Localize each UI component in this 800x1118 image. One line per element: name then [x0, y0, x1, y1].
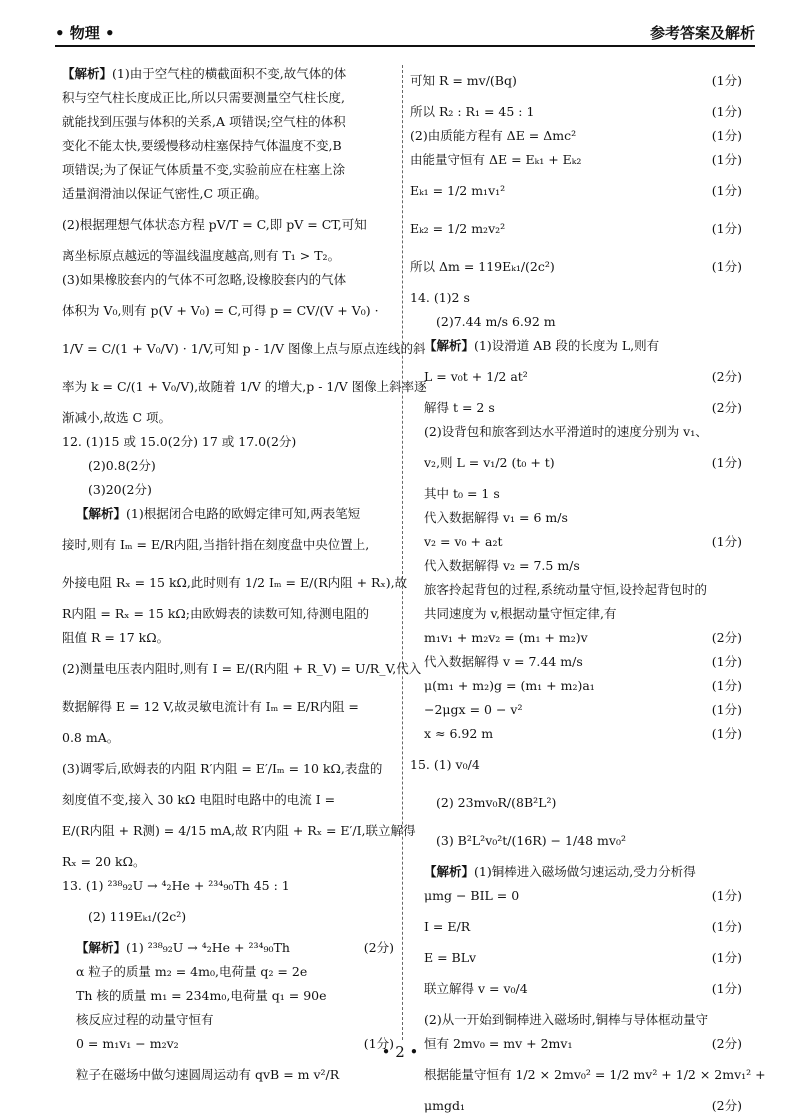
line-text: (2)设背包和旅客到达水平滑道时的速度分别为 v₁、: [424, 424, 708, 439]
text-line: [62, 134, 394, 158]
text-line: [62, 478, 394, 502]
text-line: [410, 444, 742, 482]
subject-label: • 物理 •: [55, 24, 115, 42]
text-line: [62, 602, 394, 626]
line-text: E/(R内阻 + R测) = 4/15 mA,故 R′内阻 + Rₓ = E′/I,联立解得: [62, 823, 416, 838]
text-line: [62, 564, 408, 602]
text-line: [410, 310, 742, 334]
text-line: [62, 454, 394, 478]
line-text: m₁v₁ + m₂v₂ = (m₁ + m₂)v: [424, 630, 588, 645]
score-label: (2分): [711, 1036, 742, 1051]
text-line: [410, 554, 742, 578]
line-text: v₂ = v₀ + a₂t: [424, 534, 503, 549]
score-label: (1分): [711, 702, 742, 717]
text-line: [410, 784, 742, 822]
score-label: (1分): [711, 259, 742, 274]
text-line: [410, 62, 742, 100]
text-line: [410, 1056, 766, 1094]
line-text: 14. (1)2 s: [410, 290, 470, 305]
line-text: E = BLv: [424, 950, 477, 965]
text-line: [410, 884, 742, 908]
text-line: [62, 158, 394, 182]
line-text: 15. (1) v₀/4: [410, 757, 480, 772]
text-line: [62, 874, 394, 898]
text-line: [62, 526, 394, 564]
line-text: 0 = m₁v₁ − m₂v₂: [76, 1036, 179, 1051]
text-line: [410, 908, 742, 946]
text-line: [62, 1008, 394, 1032]
line-text: μ(m₁ + m₂)g = (m₁ + m₂)a₁: [424, 678, 595, 693]
text-line: [62, 936, 394, 960]
text-line: [410, 506, 742, 530]
line-text: (2) 23mv₀R/(8B²L²): [436, 795, 557, 810]
line-text: Eₖ₁ = 1/2 m₁v₁²: [410, 183, 506, 198]
line-text: 可知 R = mv/(Bq): [410, 73, 517, 88]
score-label: (1分): [711, 678, 742, 693]
text-line: [62, 268, 394, 292]
line-text: 13. (1) ²³⁸₉₂U → ⁴₂He + ²³⁴₉₀Th 45 : 1: [62, 878, 290, 893]
text-line: [62, 502, 394, 526]
text-line: [62, 626, 394, 650]
score-label: (2分): [711, 630, 742, 645]
text-line: [410, 358, 742, 396]
score-label: (1分): [711, 888, 742, 903]
score-label: (1分): [711, 981, 742, 996]
text-line: [62, 1056, 394, 1094]
line-text: 由能量守恒有 ΔE = Eₖ₁ + Eₖ₂: [410, 152, 582, 167]
left-column: [62, 62, 427, 1094]
line-text: (2)由质能方程有 ΔE = Δmc²: [410, 128, 577, 143]
header-rule: [55, 45, 755, 47]
line-text: 代入数据解得 v = 7.44 m/s: [424, 654, 583, 669]
text-line: [62, 292, 394, 330]
text-line: [410, 286, 742, 310]
text-line: [410, 1094, 742, 1118]
line-text: 解得 t = 2 s: [424, 400, 495, 415]
score-label: (1分): [711, 183, 742, 198]
line-text: −2μgx = 0 − v²: [424, 702, 523, 717]
score-label: (2分): [711, 1098, 742, 1113]
line-text: 恒有 2mv₀ = mv + 2mv₁: [424, 1036, 573, 1051]
line-text: 【解析】(1)设滑道 AB 段的长度为 L,则有: [424, 338, 660, 353]
score-label: (1分): [711, 221, 742, 236]
score-label: (2分): [711, 400, 742, 415]
column-divider: [402, 65, 403, 1040]
answer-title: 参考答案及解析: [649, 24, 755, 42]
text-line: [62, 62, 394, 86]
text-line: [410, 578, 742, 602]
text-line: [410, 822, 742, 860]
text-line: [62, 898, 394, 936]
line-text: 共同速度为 v,根据动量守恒定律,有: [424, 606, 617, 621]
text-line: [410, 946, 742, 970]
score-label: (1分): [363, 1036, 394, 1051]
line-text: μmg − BIL = 0: [424, 888, 520, 903]
line-text: 所以 Δm = 119Eₖ₁/(2c²): [410, 259, 555, 274]
line-text: 阻值 R = 17 kΩ。: [62, 630, 170, 645]
line-text: (3)20(2分): [88, 482, 152, 497]
line-text: (3) B²L²v₀²t/(16R) − 1/48 mv₀²: [436, 833, 626, 848]
line-text: 1/V = C/(1 + V₀/V) · 1/V,可知 p - 1/V 图像上点与原点连线的斜: [62, 341, 426, 356]
right-column: [410, 62, 766, 1118]
line-text: Th 核的质量 m₁ = 234m₀,电荷量 q₁ = 90e: [76, 988, 327, 1003]
text-line: [62, 206, 394, 244]
line-text: R内阻 = Rₓ = 15 kΩ;由欧姆表的读数可知,待测电阻的: [62, 606, 369, 621]
line-text: μmgd₁: [424, 1098, 465, 1113]
text-line: [410, 650, 742, 674]
line-text: (3)调零后,欧姆表的内阻 R′内阻 = E′/Iₘ = 10 kΩ,表盘的: [62, 761, 383, 776]
line-text: 核反应过程的动量守恒有: [76, 1012, 214, 1027]
line-text: 代入数据解得 v₂ = 7.5 m/s: [424, 558, 580, 573]
line-text: 旅客拎起背包的过程,系统动量守恒,设拎起背包时的: [424, 582, 707, 597]
text-line: [410, 746, 742, 784]
score-label: (2分): [711, 369, 742, 384]
text-line: [410, 148, 742, 172]
line-text: 外接电阻 Rₓ = 15 kΩ,此时则有 1/2 Iₘ = E/(R内阻 + Rₓ),故: [62, 575, 408, 590]
score-label: (1分): [711, 152, 742, 167]
text-line: [410, 396, 742, 420]
line-text: 【解析】(1)根据闭合电路的欧姆定律可知,两表笔短: [76, 506, 361, 521]
score-label: (1分): [711, 919, 742, 934]
line-text: (2)测量电压表内阻时,则有 I = E/(R内阻 + R_V) = U/R_V,代入: [62, 661, 422, 676]
text-line: [62, 726, 394, 750]
score-label: (2分): [363, 940, 394, 955]
line-text: 项错误;为了保证气体质量不变,实验前应在柱塞上涂: [62, 162, 346, 177]
text-line: [410, 860, 742, 884]
line-text: 代入数据解得 v₁ = 6 m/s: [424, 510, 568, 525]
line-text: 粒子在磁场中做匀速圆周运动有 qvB = m v²/R: [76, 1067, 340, 1082]
score-label: (1分): [711, 104, 742, 119]
text-line: [410, 626, 742, 650]
text-line: [62, 244, 394, 268]
text-line: [410, 172, 742, 210]
score-label: (1分): [711, 73, 742, 88]
page-header: [55, 18, 755, 48]
text-line: [410, 530, 742, 554]
line-text: (3)如果橡胶套内的气体不可忽略,设橡胶套内的气体: [62, 272, 347, 287]
text-line: [62, 430, 394, 454]
line-text: 所以 R₂ : R₁ = 45 : 1: [410, 104, 535, 119]
text-line: [62, 960, 394, 984]
text-line: [62, 330, 426, 368]
score-label: (1分): [711, 654, 742, 669]
line-text: (2)从一开始到铜棒进入磁场时,铜棒与导体框动量守: [424, 1012, 709, 1027]
text-line: [410, 482, 742, 506]
line-text: 根据能量守恒有 1/2 × 2mv₀² = 1/2 mv² + 1/2 × 2mv₁² +: [424, 1067, 766, 1082]
text-line: [410, 210, 742, 248]
line-text: 12. (1)15 或 15.0(2分) 17 或 17.0(2分): [62, 434, 297, 449]
text-line: [62, 182, 394, 206]
text-line: [410, 602, 742, 626]
score-label: (1分): [711, 455, 742, 470]
line-text: 就能找到压强与体积的关系,A 项错误;空气柱的体积: [62, 114, 346, 129]
line-text: 离坐标原点越远的等温线温度越高,则有 T₁ > T₂。: [62, 248, 341, 263]
line-text: Eₖ₂ = 1/2 m₂v₂²: [410, 221, 506, 236]
score-label: (1分): [711, 726, 742, 741]
line-text: I = E/R: [424, 919, 471, 934]
line-text: x ≈ 6.92 m: [424, 726, 494, 741]
text-line: [410, 334, 742, 358]
line-text: 【解析】(1)铜棒进入磁场做匀速运动,受力分析得: [424, 864, 696, 879]
text-line: [62, 984, 394, 1008]
text-line: [62, 850, 394, 874]
text-line: [62, 368, 427, 406]
text-line: [410, 674, 742, 698]
text-line: [410, 698, 742, 722]
text-line: [62, 750, 394, 788]
text-line: [410, 970, 742, 1008]
text-line: [62, 688, 394, 726]
score-label: (1分): [711, 534, 742, 549]
line-text: (2)根据理想气体状态方程 pV/T = C,即 pV = CT,可知: [62, 217, 367, 232]
line-text: 【解析】(1)由于空气柱的横截面积不变,故气体的体: [62, 66, 347, 81]
line-text: (2)7.44 m/s 6.92 m: [436, 314, 556, 329]
text-line: [62, 110, 394, 134]
text-line: [62, 86, 394, 110]
score-label: (1分): [711, 950, 742, 965]
text-line: [62, 406, 394, 430]
page-number: • 2 •: [381, 1043, 419, 1061]
score-label: (1分): [711, 128, 742, 143]
line-text: 刻度值不变,接入 30 kΩ 电阻时电路中的电流 I =: [62, 792, 336, 807]
line-text: 0.8 mA。: [62, 730, 120, 745]
text-line: [62, 788, 394, 812]
line-text: (2)0.8(2分): [88, 458, 156, 473]
text-line: [410, 100, 742, 124]
line-text: 积与空气柱长度成正比,所以只需要测量空气柱长度,: [62, 90, 345, 105]
line-text: 率为 k = C/(1 + V₀/V),故随着 1/V 的增大,p - 1/V 图像上斜率逐: [62, 379, 427, 394]
text-line: [410, 1008, 742, 1032]
line-text: 数据解得 E = 12 V,故灵敏电流计有 Iₘ = E/R内阻 =: [62, 699, 359, 714]
line-text: α 粒子的质量 m₂ = 4m₀,电荷量 q₂ = 2e: [76, 964, 308, 979]
text-line: [410, 722, 742, 746]
text-line: [410, 420, 742, 444]
line-text: 联立解得 v = v₀/4: [424, 981, 528, 996]
line-text: (2) 119Eₖ₁/(2c²): [88, 909, 187, 924]
line-text: v₂,则 L = v₁/2 (t₀ + t): [424, 455, 555, 470]
text-line: [410, 124, 742, 148]
text-line: [62, 650, 422, 688]
line-text: Rₓ = 20 kΩ。: [62, 854, 146, 869]
text-line: [410, 248, 742, 286]
line-text: 体积为 V₀,则有 p(V + V₀) = C,可得 p = CV/(V + V₀) ·: [62, 303, 379, 318]
line-text: 【解析】(1) ²³⁸₉₂U → ⁴₂He + ²³⁴₉₀Th: [76, 940, 290, 955]
line-text: L = v₀t + 1/2 at²: [424, 369, 528, 384]
text-line: [62, 812, 416, 850]
line-text: 其中 t₀ = 1 s: [424, 486, 500, 501]
line-text: 接时,则有 Iₘ = E/R内阻,当指针指在刻度盘中央位置上,: [62, 537, 370, 552]
line-text: 适量润滑油以保证气密性,C 项正确。: [62, 186, 268, 201]
line-text: 变化不能太快,要缓慢移动柱塞保持气体温度不变,B: [62, 138, 342, 153]
line-text: 渐减小,故选 C 项。: [62, 410, 171, 425]
